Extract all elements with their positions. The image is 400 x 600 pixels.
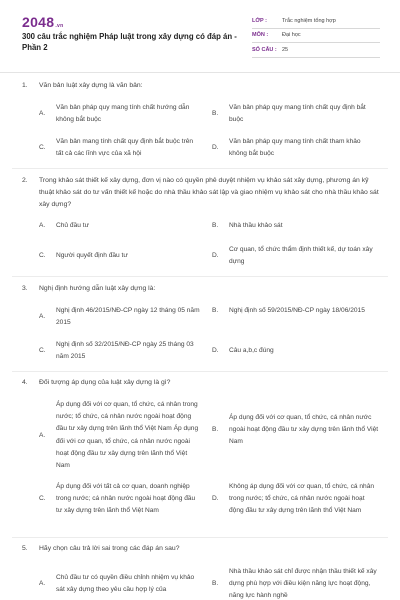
- question-5-option-a[interactable]: [39, 572, 201, 596]
- question-5-option-b[interactable]: [212, 566, 380, 600]
- option-letter: C.: [39, 347, 46, 355]
- question-4-option-a[interactable]: [39, 399, 201, 472]
- site-logo[interactable]: [22, 14, 63, 30]
- question-4-stem: [22, 377, 382, 389]
- document-title: 300 câu trắc nghiệm Pháp luật trong xây dựng có đáp án - Phần 2: [22, 32, 237, 52]
- question-1-option-c[interactable]: [39, 136, 201, 160]
- option-text: Văn bản pháp quy mang tính chất hướng dẫn không bắt buộc: [56, 104, 190, 124]
- option-letter: B.: [212, 426, 219, 434]
- question-1-option-a[interactable]: [39, 102, 201, 126]
- logo-tld: .vn: [55, 23, 64, 29]
- question-3-option-a[interactable]: [39, 305, 201, 329]
- question-4-option-d[interactable]: [212, 481, 380, 518]
- option-text: Nhà thầu khảo sát: [229, 221, 283, 229]
- meta-key: LỚP :: [252, 17, 267, 24]
- option-text: Câu a,b,c đúng: [229, 346, 274, 354]
- option-text: Văn bản pháp quy mang tính chất tham khảo không bắt buộc: [229, 138, 361, 158]
- question-4-option-b[interactable]: [212, 412, 380, 449]
- meta-key: MÔN :: [252, 32, 269, 39]
- option-letter: C.: [39, 495, 46, 503]
- option-letter: B.: [212, 307, 219, 314]
- document-header: [0, 0, 400, 68]
- option-text: Chủ đầu tư: [56, 221, 90, 229]
- header-divider: [0, 72, 400, 73]
- option-letter: A.: [39, 313, 46, 321]
- meta-value: 25: [282, 46, 289, 53]
- question-1-option-b[interactable]: [212, 102, 380, 126]
- option-text: Chủ đầu tư có quyền điều chỉnh nhiệm vụ khảo sát xây dựng theo yêu cầu hợp lý của: [56, 574, 195, 594]
- option-text: Áp dụng đối với cơ quan, tổ chức, cá nhân trong nước; tổ chức, cá nhân nước ngoài hoạt động đầu tư xây dựng trên lãnh thổ Việt Nam Áp dụng đối với cơ quan, tổ chức, cá nhân nước ngoài hoạt động đầu tư xây dựng trên lãnh thổ Việt Nam: [56, 401, 199, 470]
- question-1-option-d[interactable]: [212, 136, 380, 160]
- option-text: Nghị định 46/2015/NĐ-CP ngày 12 tháng 05 năm 2015: [56, 307, 200, 327]
- option-text: Cơ quan, tổ chức thẩm định thiết kế, dự toán xây dựng: [229, 246, 373, 266]
- question-text: Văn bản luật xây dựng là văn bản:: [39, 82, 143, 89]
- question-2-option-c[interactable]: [39, 244, 201, 268]
- option-text: Áp dụng đối với tất cả cơ quan, doanh nghiệp trong nước; cá nhân nước ngoài hoạt động đầu tư xây dựng trên lãnh thổ Việt Nam: [56, 483, 196, 515]
- option-letter: C.: [39, 251, 46, 259]
- question-text: Trong khảo sát thiết kế xây dựng, đơn vị nào có quyền phê duyệt nhiệm vụ khảo sát xây dựng, phương án kỹ thuật khảo sát do tư vấn thiết kế hoặc do nhà thầu khảo sát lập và giao nhiệm vụ khảo sát cho nhà thầu khảo sát xây dựng?: [39, 177, 379, 209]
- question-3-option-d[interactable]: [212, 339, 380, 363]
- option-letter: D.: [212, 252, 219, 260]
- question-divider: [12, 168, 388, 169]
- question-divider: [12, 371, 388, 372]
- option-text: Không áp dụng đối với cơ quan, tổ chức, cá nhân trong nước; tổ chức, cá nhân nước ngoài hoạt động đầu tư xây dựng trên lãnh thổ Việt Nam: [229, 483, 375, 515]
- meta-row-count: [252, 43, 380, 58]
- question-4-option-c[interactable]: [39, 481, 201, 518]
- meta-value: Đại học: [282, 32, 301, 39]
- question-3-stem: [22, 283, 382, 295]
- meta-row-class: [252, 14, 380, 29]
- meta-value: Trắc nghiệm tổng hợp: [282, 17, 336, 24]
- option-text: Nghị định số 32/2015/NĐ-CP ngày 25 tháng 03 năm 2015: [56, 341, 194, 361]
- question-number: 2.: [22, 177, 28, 184]
- meta-key: SỐ CÂU :: [252, 46, 277, 53]
- option-letter: D.: [212, 495, 219, 503]
- question-text: Hãy chọn câu trả lời sai trong các đáp án sau?: [39, 545, 180, 552]
- option-letter: A.: [39, 580, 46, 588]
- option-text: Nghị định số 59/2015/NĐ-CP ngày 18/06/2015: [229, 307, 365, 314]
- question-number: 4.: [22, 379, 28, 386]
- option-letter: D.: [212, 144, 219, 152]
- question-text: Đối tượng áp dụng của luật xây dựng là gì?: [39, 379, 171, 386]
- question-3-option-b[interactable]: [212, 305, 380, 317]
- option-text: Người quyết định đầu tư: [56, 251, 128, 259]
- document-meta: [252, 14, 380, 58]
- question-text: Nghị định hướng dẫn luật xây dựng là:: [39, 285, 156, 292]
- question-number: 1.: [22, 82, 28, 89]
- question-3-option-c[interactable]: [39, 339, 201, 363]
- option-letter: A.: [39, 221, 46, 229]
- question-5-stem: [22, 543, 382, 555]
- option-letter: B.: [212, 221, 219, 229]
- question-number: 3.: [22, 285, 28, 292]
- question-divider: [12, 276, 388, 277]
- option-text: Áp dụng đối với cơ quan, tổ chức, cá nhân nước ngoài hoạt động đầu tư xây dựng trên lãnh thổ Việt Nam: [229, 414, 379, 446]
- option-letter: C.: [39, 144, 46, 152]
- question-2-option-a[interactable]: [39, 220, 201, 232]
- option-letter: D.: [212, 346, 219, 354]
- logo-text: 2048: [22, 14, 55, 30]
- option-letter: A.: [39, 110, 46, 118]
- meta-row-subject: [252, 29, 380, 44]
- question-1-stem: [22, 80, 382, 92]
- option-text: Văn bản mang tính chất quy định bắt buộc trên tất cả các lĩnh vực của xã hội: [56, 138, 194, 158]
- option-letter: B.: [212, 110, 219, 118]
- question-2-stem: [22, 175, 382, 212]
- option-letter: A.: [39, 431, 46, 439]
- option-text: Nhà thầu khảo sát chỉ được nhận thầu thiết kế xây dựng phù hợp với điều kiện năng lực hoạt động, năng lực hành nghề: [229, 568, 377, 600]
- question-2-option-d[interactable]: [212, 244, 380, 268]
- question-divider: [12, 537, 388, 538]
- question-2-option-b[interactable]: [212, 220, 380, 232]
- question-number: 5.: [22, 545, 28, 552]
- option-letter: B.: [212, 580, 219, 588]
- option-text: Văn bản pháp quy mang tính chất quy định bắt buộc: [229, 104, 366, 124]
